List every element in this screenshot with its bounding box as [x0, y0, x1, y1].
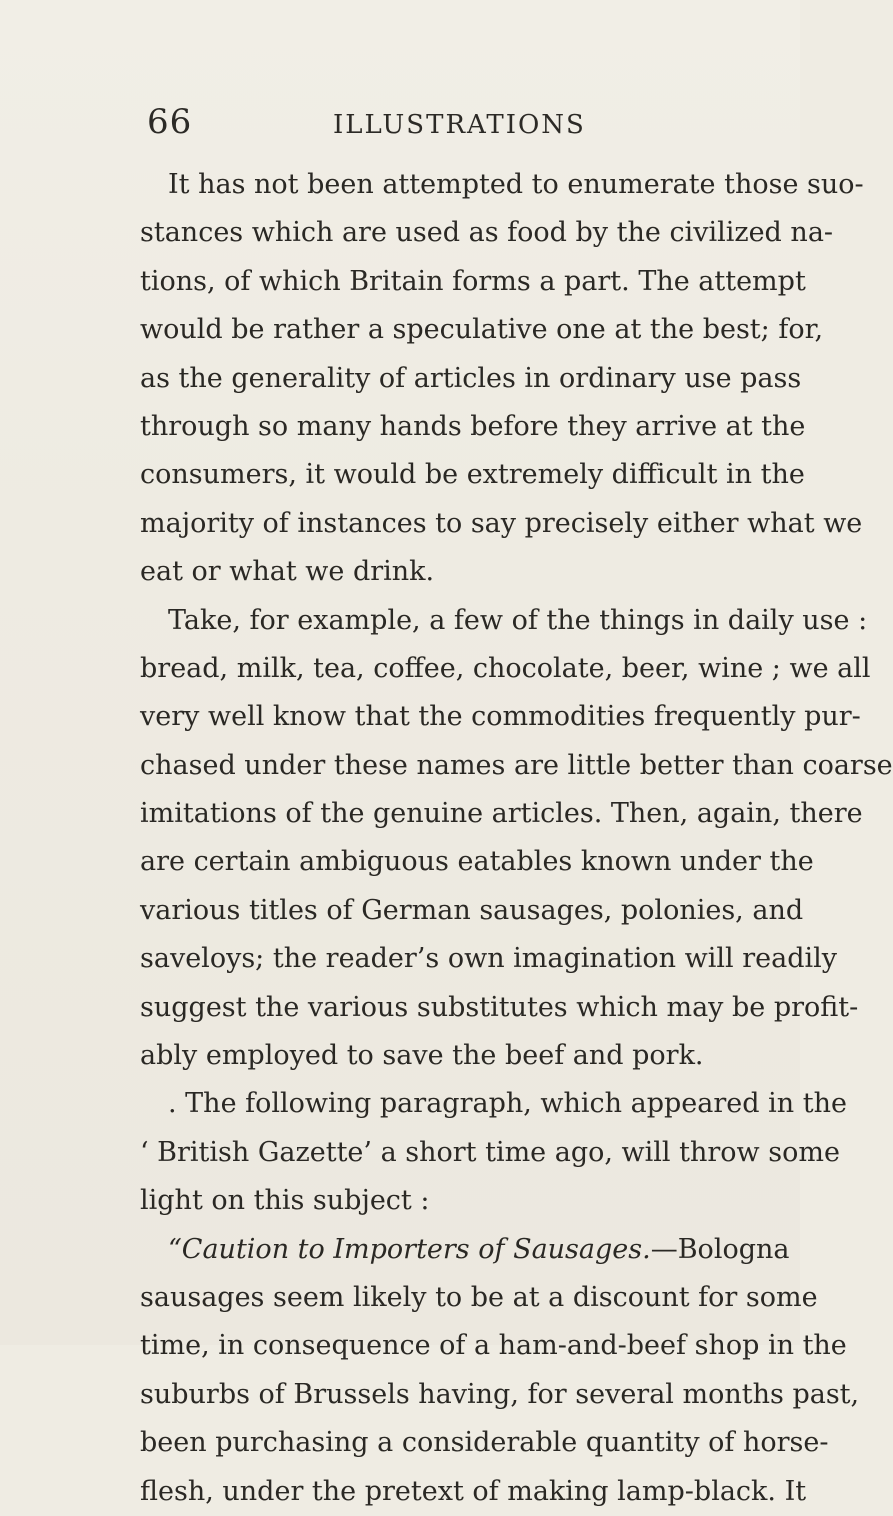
- text-line: majority of instances to say precisely either what we: [140, 507, 863, 539]
- text-line: ably employed to save the beef and pork.: [140, 1040, 704, 1072]
- text-line: through so many hands before they arrive at the: [140, 410, 806, 442]
- text-line: imitations of the genuine articles. Then, again, there: [140, 798, 863, 830]
- text-line: as the generality of articles in ordinary use pass: [140, 362, 802, 394]
- text-line: light on this subject :: [140, 1185, 430, 1217]
- text-line: flesh, under the pretext of making lamp-black. It: [140, 1475, 807, 1507]
- text-line: would be rather a speculative one at the best; for,: [140, 314, 824, 346]
- text-line: tions, of which Britain forms a part. The attempt: [140, 265, 806, 297]
- text-line: are certain ambiguous eatables known under the: [140, 846, 814, 878]
- caution-continuation: —Bologna: [650, 1233, 790, 1265]
- text-line: suggest the various substitutes which may be profit-: [140, 991, 859, 1023]
- text-line: saveloys; the reader’s own imagination will readily: [140, 943, 838, 975]
- text-line: consumers, it would be extremely difficult in the: [140, 459, 805, 491]
- text-line: bread, milk, tea, coffee, chocolate, beer, wine ; we all: [140, 652, 871, 684]
- text-line: ‘ British Gazette’ a short time ago, will throw some: [140, 1136, 840, 1168]
- page-number: 66: [147, 102, 193, 142]
- text-line: . The following paragraph, which appeared in the: [168, 1088, 847, 1120]
- text-line: sausages seem likely to be at a discount for some: [140, 1281, 818, 1313]
- running-head: ILLUSTRATIONS: [333, 110, 586, 140]
- text-line: been purchasing a considerable quantity of horse-: [140, 1427, 829, 1459]
- text-line: suburbs of Brussels having, for several months past,: [140, 1378, 860, 1410]
- text-line: [140, 1226, 790, 1274]
- text-line: time, in consequence of a ham-and-beef shop in the: [140, 1330, 847, 1362]
- text-line: various titles of German sausages, polonies, and: [140, 894, 804, 926]
- text-line: very well know that the commodities frequently pur-: [140, 701, 861, 733]
- text-line: It has not been attempted to enumerate those suo-: [168, 169, 864, 200]
- caution-heading: “Caution to Importers of Sausages.: [168, 1233, 651, 1265]
- body-text: [140, 161, 893, 1516]
- text-line: Take, for example, a few of the things in daily use :: [168, 604, 868, 636]
- text-line: chased under these names are little better than coarse: [140, 749, 893, 781]
- text-line: eat or what we drink.: [140, 556, 435, 588]
- text-line: stances which are used as food by the civilized na-: [140, 217, 834, 249]
